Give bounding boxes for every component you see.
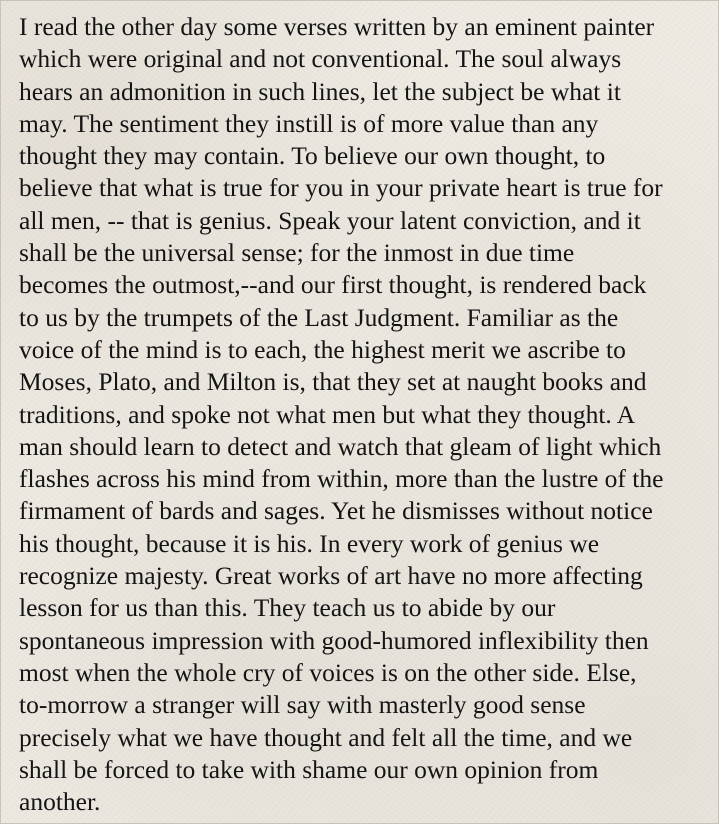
passage-line-17: his thought, because it is his. In every work of genius we: [19, 528, 600, 558]
passage-line-10: to us by the trumpets of the Last Judgment. Familiar as the: [19, 302, 619, 332]
passage-line-24: shall be forced to take with shame our own opinion from: [19, 754, 599, 784]
passage-line-23: precisely what we have thought and felt all the time, and we: [19, 722, 633, 752]
passage-line-13: traditions, and spoke not what men but what they thought. A: [19, 399, 636, 429]
passage-line-22: to-morrow a stranger will say with masterly good sense: [19, 690, 586, 720]
passage-line-11: voice of the mind is to each, the highest merit we ascribe to: [19, 334, 626, 364]
passage-line-4: may. The sentiment they instill is of more value than any: [19, 108, 599, 138]
passage-line-20: spontaneous impression with good-humored inflexibility then: [19, 625, 649, 655]
passage-line-16: firmament of bards and sages. Yet he dismisses without notice: [19, 496, 653, 526]
passage-line-9: becomes the outmost,--and our first thought, is rendered back: [19, 270, 647, 300]
passage-line-1: I read the other day some verses written by an eminent painter: [19, 12, 655, 41]
passage-line-19: lesson for us than this. They teach us to abide by our: [19, 593, 556, 623]
passage-line-25: another.: [19, 787, 101, 817]
passage-line-5: thought they may contain. To believe our own thought, to: [19, 141, 606, 171]
passage-line-2: which were original and not conventional. The soul always: [19, 44, 622, 74]
passage-line-3: hears an admonition in such lines, let the subject be what it: [19, 76, 621, 106]
passage-line-15: flashes across his mind from within, more than the lustre of the: [19, 464, 664, 494]
passage-line-14: man should learn to detect and watch that gleam of light which: [19, 431, 662, 461]
passage-line-12: Moses, Plato, and Milton is, that they set at naught books and: [19, 367, 647, 397]
passage-line-21: most when the whole cry of voices is on the other side. Else,: [19, 657, 637, 687]
passage-line-8: shall be the universal sense; for the inmost in due time: [19, 238, 575, 268]
passage-line-18: recognize majesty. Great works of art have no more affecting: [19, 561, 643, 591]
essay-passage: [19, 11, 709, 818]
passage-line-6: believe that what is true for you in your private heart is true for: [19, 173, 663, 203]
passage-line-7: all men, -- that is genius. Speak your latent conviction, and it: [19, 205, 641, 235]
